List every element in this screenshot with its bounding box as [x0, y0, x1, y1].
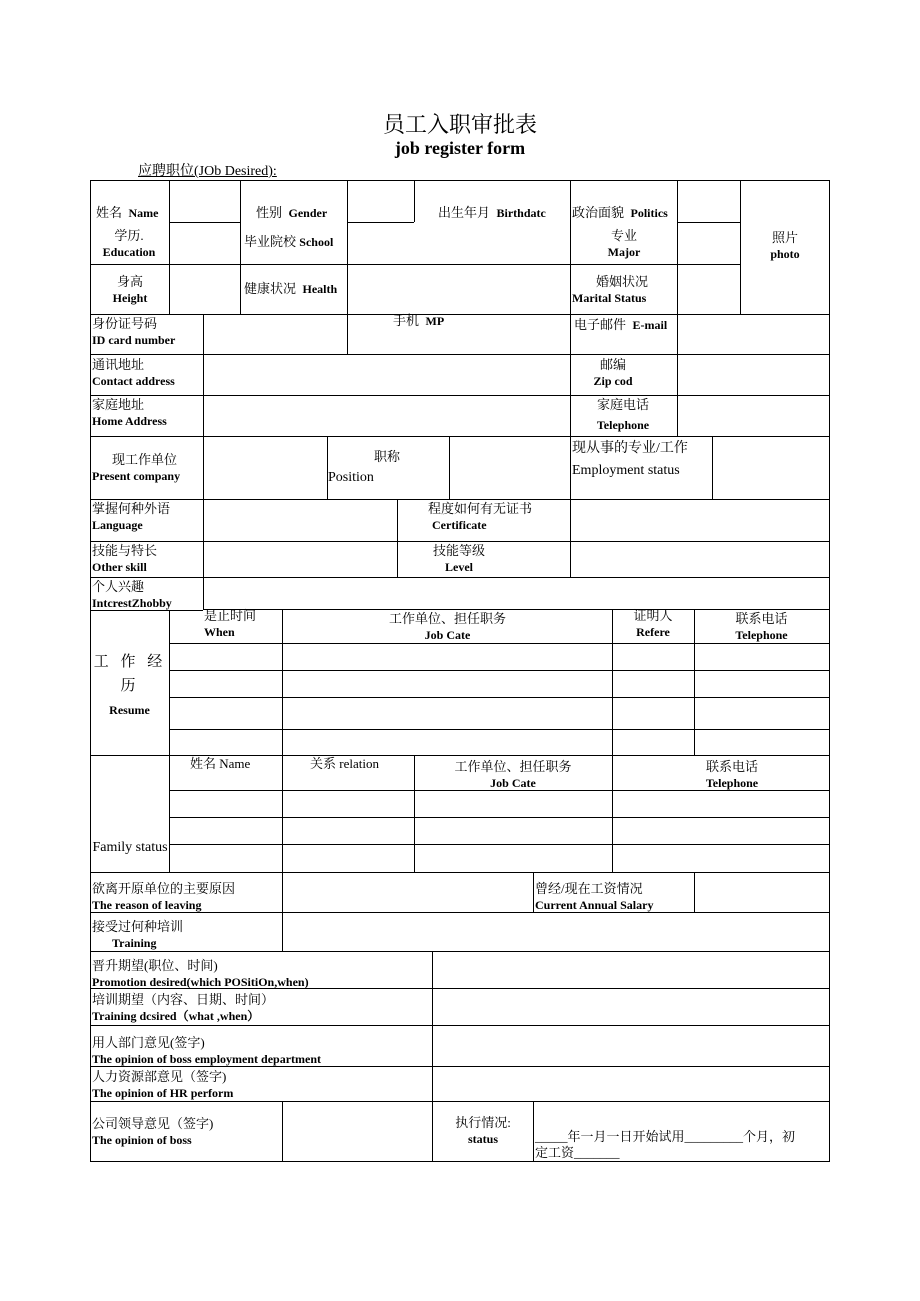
home-tel-label: 家庭电话 Telephone	[596, 397, 650, 432]
contact-address-label: 通讯地址 Contact address	[92, 357, 175, 388]
height-label: 身高 Height	[112, 274, 148, 305]
education-label: 学历. Education	[102, 228, 156, 259]
name-label: 姓名 Name	[96, 205, 159, 220]
family-status-label: Family status	[92, 840, 168, 855]
id-label: 身份证号码 ID card number	[92, 316, 176, 347]
home-address-label: 家庭地址 Home Address	[92, 397, 167, 428]
leaving-reason-label: 欲离开原单位的主要原因 The reason of leaving	[92, 881, 236, 912]
family-name-header: 姓名 Name	[190, 756, 251, 771]
family-job-header: 工作单位、担任职务 Job Cate	[454, 759, 572, 790]
family-relation-header: 关系 relation	[310, 756, 379, 771]
certificate-label: 程度如何有无证书 Certificate	[428, 501, 533, 532]
form-subtitle: job register form	[394, 138, 526, 158]
skill-label: 技能与特长 Other skill	[92, 543, 158, 574]
major-label: 专业 Major	[607, 228, 641, 259]
marital-label: 婚姻状况 Marital Status	[572, 274, 649, 305]
family-tel-header: 联系电话 Telephone	[705, 759, 759, 790]
gender-label: 性别 Gender	[256, 205, 328, 220]
language-label: 掌握何种外语 Language	[92, 501, 171, 532]
school-label: 毕业院校 School	[244, 234, 334, 249]
politics-label: 政治面貌 Politics	[572, 205, 668, 220]
employment-status-label: 现从事的专业/工作 Employment status	[572, 441, 688, 478]
resume-refer-header: 证明人 Refere	[633, 608, 673, 639]
present-company-label: 现工作单位 Present company	[92, 452, 181, 483]
resume-label-en: Resume	[109, 703, 150, 717]
level-label: 技能等级 Level	[432, 543, 485, 574]
training-label: 接受过何种培训 Training	[92, 919, 184, 950]
status-label: 执行情况: status	[455, 1115, 511, 1146]
health-label: 健康状况 Health	[244, 281, 338, 296]
mobile-label: 手机 MP	[393, 313, 445, 328]
hobby-label: 个人兴趣 IntcrestZhobby	[92, 579, 172, 610]
hr-opinion-label: 人力资源部意见（签字) The opinion of HR perform	[92, 1069, 234, 1100]
promotion-label: 晋升期望(职位、时间) Promotion desired(which POSitiOn,when)	[92, 958, 309, 989]
resume-label-cn: 工 作 经 历	[93, 654, 167, 694]
resume-tel-header: 联系电话 Telephone	[735, 611, 788, 642]
position-label: 职称 Position	[328, 449, 401, 485]
status-salary-text: 定工资_______	[535, 1145, 620, 1160]
form-title: 员工入职审批表	[382, 112, 537, 137]
salary-label: 曾经/现在工资情况 Current Annual Salary	[535, 881, 654, 912]
dept-opinion-label: 用人部门意见(签字) The opinion of boss employment department	[92, 1035, 322, 1066]
email-label: 电子邮件 E-mail	[574, 317, 668, 332]
zip-label: 邮编 Zip cod	[593, 357, 633, 388]
photo-label: 照片 photo	[770, 230, 800, 261]
job-desired-label: 应聘职位(JOb Desired):	[138, 164, 277, 179]
resume-when-header: 是止时间 When	[204, 608, 257, 639]
resume-job-header: 工作单位、担任职务 Job Cate	[388, 611, 506, 642]
status-trial-text: _____年一月一日开始试用_________个月，初	[535, 1129, 796, 1144]
boss-opinion-label: 公司领导意见（签字) The opinion of boss	[92, 1116, 214, 1147]
training-desired-label: 培训期望（内容、日期、时间） Training dcsired（what ,when）	[92, 992, 275, 1023]
birth-label: 出生年月 Birthdatc	[438, 205, 546, 220]
